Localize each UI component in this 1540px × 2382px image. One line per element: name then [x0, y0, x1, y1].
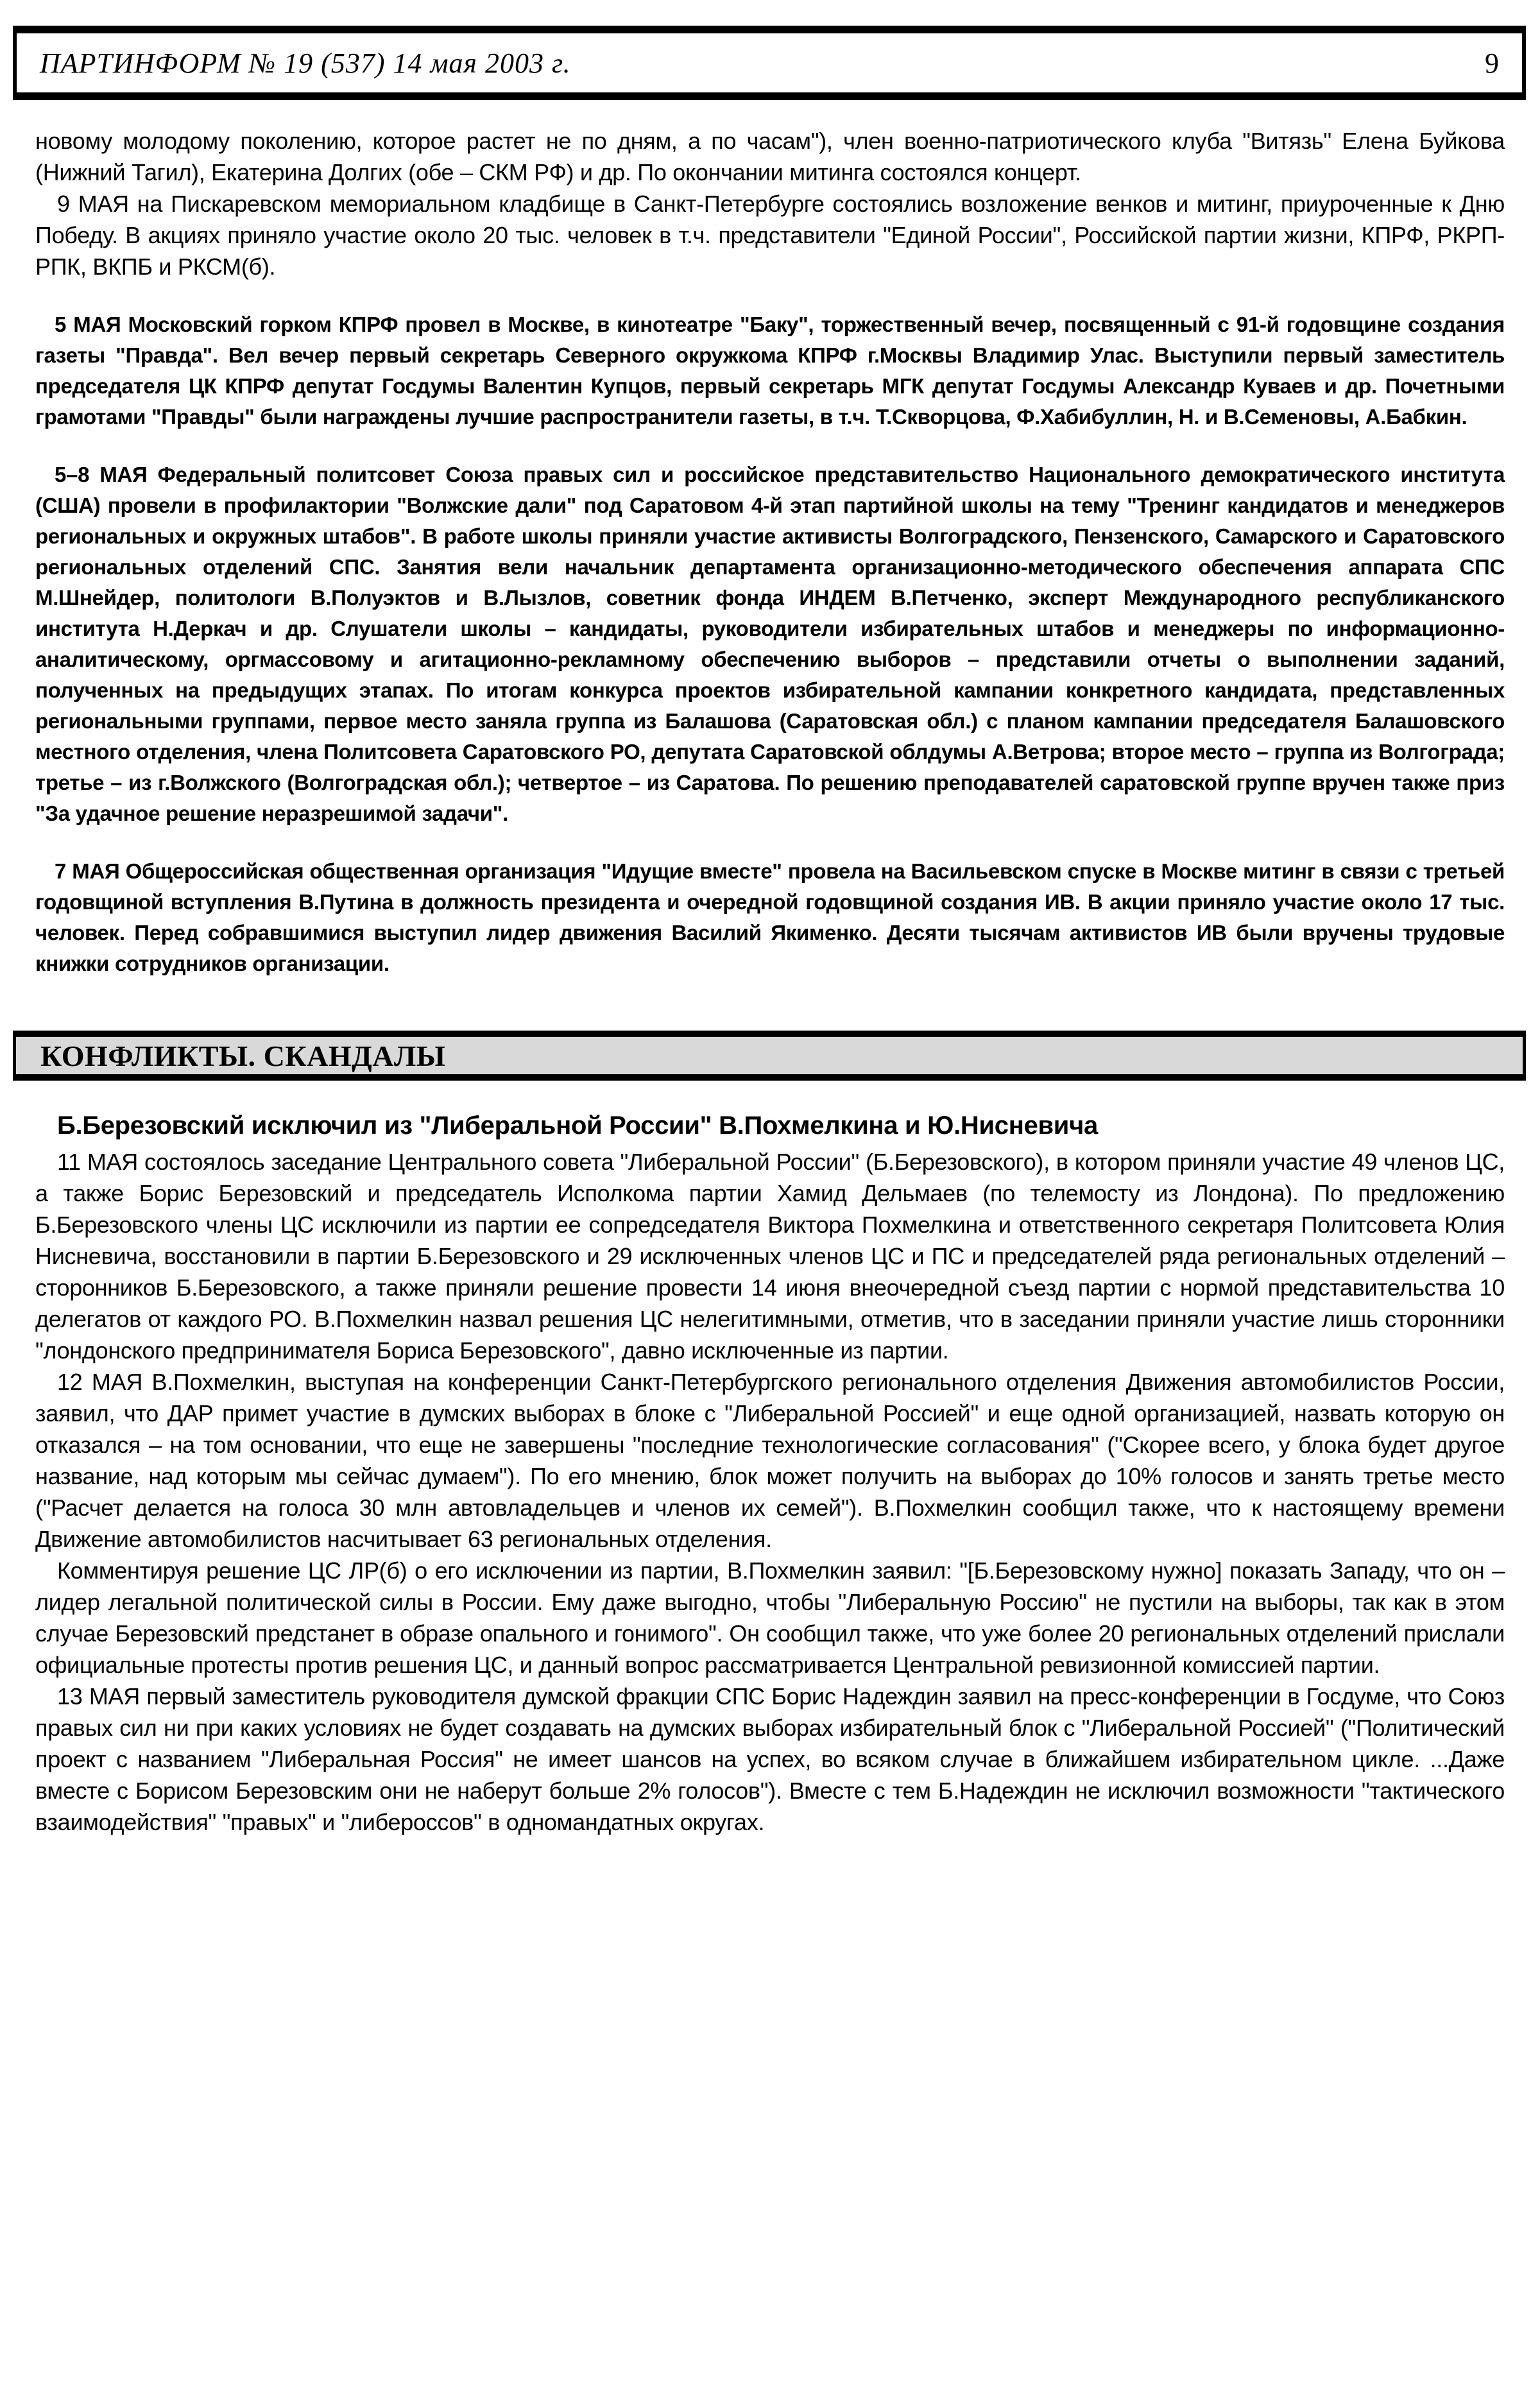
article-paragraph-11-may: 11 МАЯ состоялось заседание Центрального совета "Либеральной России" (Б.Березовского), в котором приняли участие 49 членов ЦС, а также Борис Березовский и председатель Исполкома партии Хамид Дельмаев (по телемосту из Лондона). По предложению Б.Березовского члены ЦС исключили из партии ее сопредседателя Виктора Похмелкина и ответственного секретаря Политсовета Юлия Нисневича, восстановили в партии Б.Березовского и 29 исключенных членов ЦС и ПС и председателей ряда региональных отделений – сторонников Б.Березовского, а также приняли решение провести 14 июня внеочередной съезд партии с нормой представительства 10 делегатов от каждого РО. В.Похмелкин назвал решения ЦС нелегитимными, отметив, что в заседании приняли участие лишь сторонники "лондонского предпринимателя Бориса Березовского", давно исключенные из партии.	[35, 1149, 1505, 1364]
page-content	[35, 125, 1505, 1838]
section-header-bar	[13, 1031, 1526, 1081]
section-title: КОНФЛИКТЫ. СКАНДАЛЫ	[40, 1039, 446, 1072]
article-headline: Б.Березовский исключил из "Либеральной России" В.Похмелкина и Ю.Нисневича	[57, 1111, 1098, 1140]
page-header	[13, 26, 1526, 100]
paragraph-continuation: новому молодому поколению, которое растет не по дням, а по часам"), член военно-патриотического клуба "Витязь" Елена Буйкова (Нижний Тагил), Екатерина Долгих (обе – СКМ РФ) и др. По окончании митинга состоялся концерт.	[35, 128, 1505, 185]
paragraph-9-may: 9 МАЯ на Пискаревском мемориальном кладбище в Санкт-Петербурге состоялись возложение венков и митинг, приуроченные к Дню Победу. В акциях приняло участие около 20 тыс. человек в т.ч. представители "Единой России", Российской партии жизни, КПРФ, РКРП-РПК, ВКПБ и РКСМ(б).	[35, 191, 1505, 280]
news-item-5-may: 5 МАЯ Московский горком КПРФ провел в Москве, в кинотеатре "Баку", торжественный вечер, посвященный с 91-й годовщине создания газеты "Правда". Вел вечер первый секретарь Северного окружкома КПРФ г.Москвы Владимир Улас. Выступили первый заместитель председателя ЦК КПРФ депутат Госдумы Валентин Купцов, первый секретарь МГК депутат Госдумы Александр Куваев и др. Почетными грамотами "Правды" были награждены лучшие распространители газеты, в т.ч. Т.Скворцова, Ф.Хабибуллин, Н. и В.Семеновы, А.Бабкин.	[35, 313, 1505, 429]
news-item-5-8-may: 5–8 МАЯ Федеральный политсовет Союза правых сил и российское представительство Национального демократического института (США) провели в профилактории "Волжские дали" под Саратовом 4-й этап партийной школы на тему "Тренинг кандидатов и менеджеров региональных и окружных штабов". В работе школы приняли участие активисты Волгоградского, Пензенского, Самарского и Саратовского региональных отделений СПС. Занятия вели начальник департамента организационно-методического обеспечения аппарата СПС М.Шнейдер, политологи В.Полуэктов и В.Лызлов, советник фонда ИНДЕМ В.Петченко, эксперт Международного республиканского института Н.Деркач и др. Слушатели школы – кандидаты, руководители избирательных штабов и менеджеры по информационно-аналитическому, оргмассовому и агитационно-рекламному обеспечению выборов – представили отчеты о выполнении заданий, полученных на предыдущих этапах. По итогам конкурса проектов избирательной кампании конкретного кандидата, представленных региональными группами, первое место заняла группа из Балашова (Саратовская обл.) с планом кампании председателя Балашовского местного отделения, члена Политсовета Саратовского РО, депутата Саратовской облдумы А.Ветрова; второе место – группа из Волгограда; третье – из г.Волжского (Волгоградская обл.); четвертое – из Саратова. По решению преподавателей саратовской группе вручен также приз "За удачное решение неразрешимой задачи".	[35, 463, 1505, 825]
article-paragraph-13-may: 13 МАЯ первый заместитель руководителя думской фракции СПС Борис Надеждин заявил на пресс-конференции в Госдуме, что Союз правых сил ни при каких условиях не будет создавать на думских выборах избирательный блок с "Либеральной Россией" ("Политический проект с названием "Либеральная Россия" не имеет шансов на успех, во всяком случае в ближайшем избирательном цикле. ...Даже вместе с Борисом Березовским они не наберут больше 2% голосов"). Вместе с тем Б.Надеждин не исключил возможности "тактического взаимодействия" "правых" и "либероссов" в одномандатных округах.	[35, 1683, 1505, 1835]
news-item-7-may: 7 МАЯ Общероссийская общественная организация "Идущие вместе" провела на Васильевском спуске в Москве митинг в связи с третьей годовщиной вступления В.Путина в должность президента и очередной годовщиной создания ИВ. В акции приняло участие около 17 тыс. человек. Перед собравшимися выступил лидер движения Василий Якименко. Десяти тысячам активистов ИВ были вручены трудовые книжки сотрудников организации.	[35, 859, 1505, 975]
article-paragraph-12-may: 12 МАЯ В.Похмелкин, выступая на конференции Санкт-Петербургского регионального отделения Движения автомобилистов России, заявил, что ДАР примет участие в думских выборах в блоке с "Либеральной Россией" и еще одной организацией, назвать которую он отказался – на том основании, что еще не завершены "последние технологические согласования" ("Скорее всего, у блока будет другое название, над которым мы сейчас думаем"). По его мнению, блок может получить на выборах до 10% голосов и занять третье место ("Расчет делается на голоса 30 млн автовладельцев и членов их семей"). В.Похмелкин сообщил также, что к настоящему времени Движение автомобилистов насчитывает 63 региональных отделения.	[35, 1369, 1505, 1552]
page-number: 9	[1485, 47, 1499, 79]
newsletter-title: ПАРТИНФОРМ № 19 (537) 14 мая 2003 г.	[40, 47, 571, 79]
article-paragraph-comment: Комментируя решение ЦС ЛР(б) о его исключении из партии, В.Похмелкин заявил: "[Б.Березовскому нужно] показать Западу, что он – лидер легальной политической силы в России. Ему даже выгодно, чтобы "Либеральную Россию" не пустили на выборы, так как в этом случае Березовский предстанет в образе опального и гонимого". Он сообщил также, что уже более 20 региональных отделений прислали официальные протесты против решения ЦС, и данный вопрос рассматривается Центральной ревизионной комиссией партии.	[35, 1557, 1505, 1678]
